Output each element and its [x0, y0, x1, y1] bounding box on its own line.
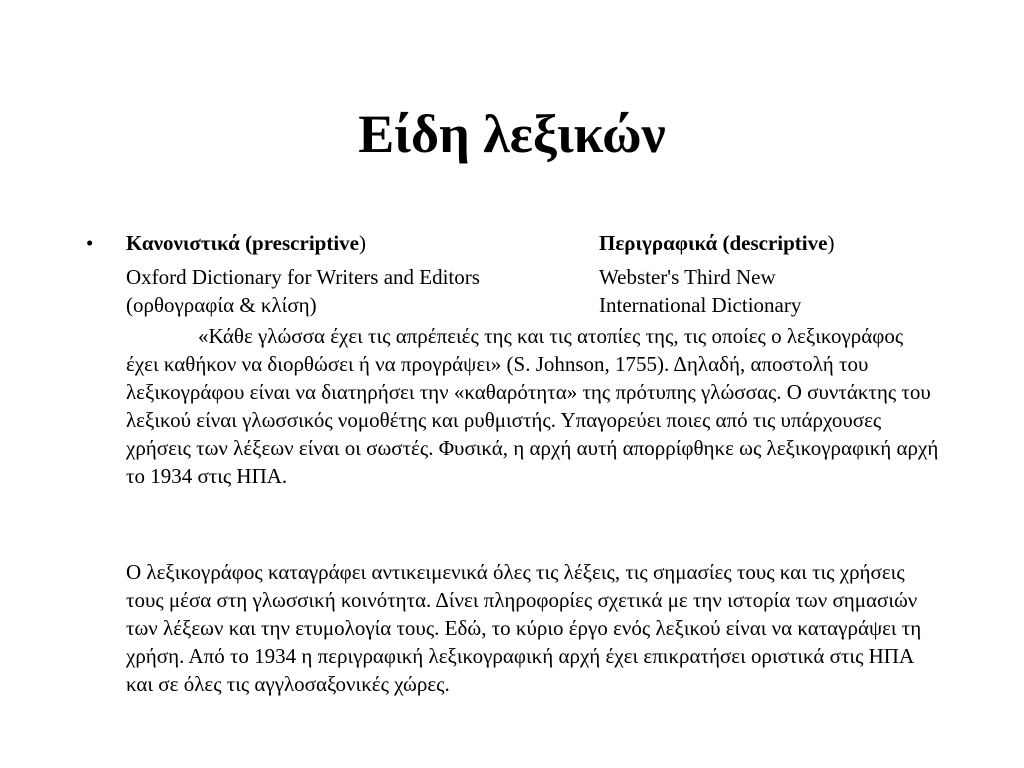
prescriptive-heading-close: ): [358, 231, 366, 255]
prescriptive-column: [126, 229, 586, 319]
prescriptive-heading: [126, 229, 586, 257]
prescriptive-paragraph: «Κάθε γλώσσα έχει τις απρέπειές της και τις ατοπίες της, τις οποίες ο λεξικογράφος έχει καθήκον να διορθώσει ή να προγράψει» (S. Johnson, 1755). Δηλαδή, αποστολή του λεξικογράφου είναι να διατηρήσει την «καθαρότητα» της πρότυπης γλώσσας. Ο συντάκτης του λεξικού είναι γλωσσικός νομοθέτης και ρυθμιστής. Υπαγορεύει ποιες από τις υπάρχουσες χρήσεις των λέξεων είναι οι σωστές. Φυσικά, η αρχή αυτή απορρίφθηκε ως λεξικογραφική αρχή το 1934 στις ΗΠΑ.: [126, 324, 939, 488]
prescriptive-example-line1: Oxford Dictionary for Writers and Editors: [126, 265, 480, 289]
descriptive-example-line2: International Dictionary: [599, 293, 802, 317]
descriptive-column: [599, 229, 929, 319]
prescriptive-example-line2: (ορθογραφία & κλίση): [126, 293, 317, 317]
descriptive-heading: [599, 229, 929, 257]
prescriptive-heading-text: Κανονιστικά (prescriptive: [126, 231, 359, 255]
descriptive-example-line1: Webster's Third New: [599, 265, 776, 289]
descriptive-heading-text: Περιγραφικά (descriptive: [599, 231, 828, 255]
bullet-marker: •: [86, 231, 94, 255]
descriptive-heading-close: ): [827, 231, 835, 255]
descriptive-paragraph: Ο λεξικογράφος καταγράφει αντικειμενικά όλες τις λέξεις, τις σημασίες τους και τις χρήσεις τους μέσα στη γλωσσική κοινότητα. Δίνει πληροφορίες σχετικά με την ιστορία των σημασιών των λέξεων και την ετυμολογία τους. Εδώ, το κύριο έργο ενός λεξικού είναι να καταγράψει τη χρήση. Από το 1934 η περιγραφική λεξικογραφική αρχή έχει επικρατήσει οριστικά στις ΗΠΑ και σε όλες τις αγγλοσαξονικές χώρες.: [126, 560, 922, 696]
slide-title: Είδη λεξικών: [358, 104, 666, 164]
